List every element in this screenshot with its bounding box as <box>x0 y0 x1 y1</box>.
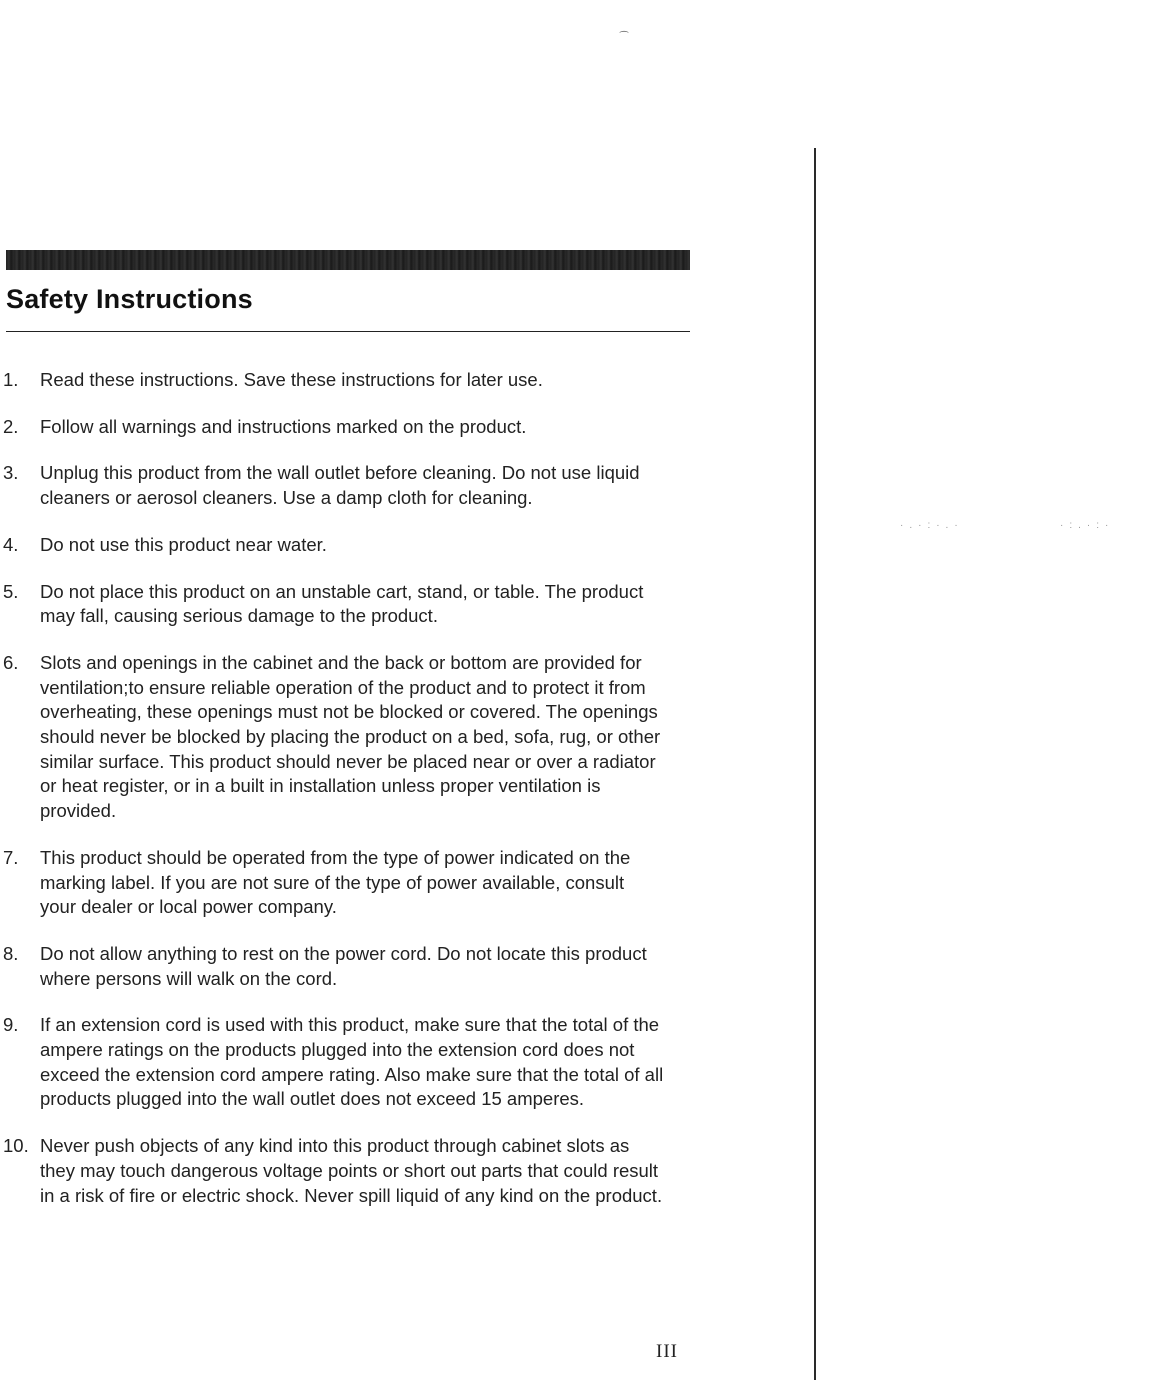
list-item <box>0 942 690 991</box>
item-text: Do not use this product near water. <box>40 533 327 555</box>
scan-artifact: ⁀ <box>620 32 629 43</box>
list-item <box>0 368 690 393</box>
item-number: 10. <box>3 1135 29 1157</box>
list-item <box>0 580 690 629</box>
list-item <box>0 461 690 510</box>
page-title: Safety Instructions <box>6 284 253 314</box>
item-text: This product should be operated from the type of power indicated on the marking label. If you are not sure of the type of power available, consult your dealer or local power company. <box>40 846 631 918</box>
item-text: If an extension cord is used with this product, make sure that the total of the ampere ratings on the products plugged into the extension cord does not exceed the extension cord ampere rating. Also make sure that the total of all products plugged into the wall outlet does not exceed 15 amperes. <box>40 1014 664 1110</box>
title-divider <box>6 331 690 332</box>
scan-artifact: ·.·:·.· <box>900 520 964 531</box>
list-item <box>0 1134 690 1208</box>
item-number: 5. <box>3 580 19 602</box>
list-item <box>0 651 690 824</box>
item-number: 8. <box>3 942 19 964</box>
item-text: Follow all warnings and instructions marked on the product. <box>40 415 527 437</box>
item-text: Never push objects of any kind into this product through cabinet slots as they may touch dangerous voltage points or short out parts that could result in a risk of fire or electric shock. Never spill liquid of any kind on the product. <box>40 1135 663 1206</box>
item-number: 4. <box>3 533 19 555</box>
page-binding-edge <box>814 148 816 1380</box>
list-item <box>0 533 690 558</box>
item-number: 7. <box>3 846 19 868</box>
page-number: III <box>656 1341 678 1362</box>
list-item <box>0 846 690 920</box>
item-number: 3. <box>3 462 19 484</box>
item-number: 2. <box>3 415 19 437</box>
scan-artifact: ·:.·:· <box>1060 520 1115 531</box>
list-item <box>0 1013 690 1112</box>
safety-instruction-list <box>0 368 690 1230</box>
section-header-bar <box>6 250 690 270</box>
item-text: Unplug this product from the wall outlet before cleaning. Do not use liquid cleaners or aerosol cleaners. Use a damp cloth for cleaning. <box>40 462 640 509</box>
item-number: 9. <box>3 1014 19 1036</box>
item-text: Read these instructions. Save these instructions for later use. <box>40 369 543 390</box>
item-text: Do not allow anything to rest on the power cord. Do not locate this product where persons will walk on the cord. <box>40 942 647 989</box>
item-number: 6. <box>3 651 19 673</box>
item-text: Slots and openings in the cabinet and the back or bottom are provided for ventilation;to ensure reliable operation of the product and to protect it from overheating, these openings must not be blocked or covered. The openings should never be blocked by placing the product on a bed, sofa, rug, or other similar surface. This product should never be placed near or over a radiator or heat register, or in a built in installation unless proper ventilation is provided. <box>40 651 661 822</box>
item-text: Do not place this product on an unstable cart, stand, or table. The product may fall, causing serious damage to the product. <box>40 580 644 627</box>
list-item <box>0 415 690 440</box>
item-number: 1. <box>3 369 19 390</box>
